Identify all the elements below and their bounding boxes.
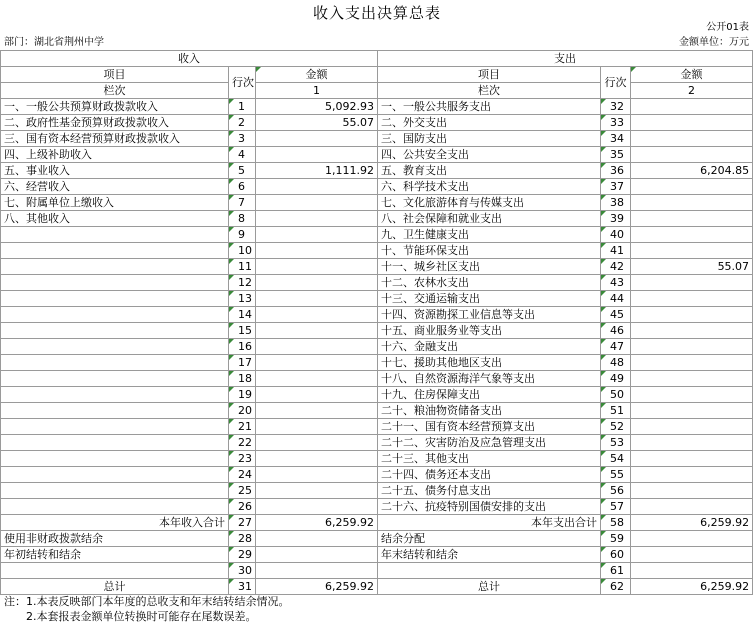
income-item-cell xyxy=(1,499,229,515)
expense-line-cell: 41 xyxy=(601,243,631,259)
report-title: 收入支出决算总表 xyxy=(312,4,441,22)
table-row xyxy=(1,371,753,387)
table-row xyxy=(1,291,753,307)
income-item-cell xyxy=(1,323,229,339)
income-line-cell: 26 xyxy=(229,499,256,515)
income-item-cell: 八、其他收入 xyxy=(1,211,229,227)
expense-total-amount: 6,259.92 xyxy=(631,579,753,595)
expense-item-header: 项目 xyxy=(378,67,601,83)
income-amount-cell xyxy=(256,323,378,339)
income-item-cell xyxy=(1,291,229,307)
expense-item-cell: 八、社会保障和就业支出 xyxy=(378,211,601,227)
expense-line-cell: 50 xyxy=(601,387,631,403)
expense-item-cell: 四、公共安全支出 xyxy=(378,147,601,163)
income-line-cell: 24 xyxy=(229,467,256,483)
table-row xyxy=(1,499,753,515)
income-item-cell: 二、政府性基金预算财政拨款收入 xyxy=(1,115,229,131)
income-amount-cell xyxy=(256,387,378,403)
expense-item-cell: 二十六、抗疫特别国债安排的支出 xyxy=(378,499,601,515)
income-amount-header: 金额 xyxy=(256,67,378,83)
income-amount-cell xyxy=(256,403,378,419)
income-line-cell: 1 xyxy=(229,99,256,115)
expense-item-cell: 十二、农林水支出 xyxy=(378,275,601,291)
expense-line-cell: 52 xyxy=(601,419,631,435)
expense-amount-cell xyxy=(631,339,753,355)
income-line-cell: 8 xyxy=(229,211,256,227)
expense-line-cell: 48 xyxy=(601,355,631,371)
income-amount-cell xyxy=(256,483,378,499)
expense-item-cell: 十七、援助其他地区支出 xyxy=(378,355,601,371)
expense-amount-cell xyxy=(631,387,753,403)
income-line-cell: 11 xyxy=(229,259,256,275)
table-row xyxy=(1,435,753,451)
expense-item-cell xyxy=(378,563,601,579)
expense-line-cell: 60 xyxy=(601,547,631,563)
expense-line-cell: 47 xyxy=(601,339,631,355)
grand-total-row xyxy=(1,579,753,595)
expense-item-cell: 十一、城乡社区支出 xyxy=(378,259,601,275)
expense-line-cell: 46 xyxy=(601,323,631,339)
expense-total-label: 总计 xyxy=(378,579,601,595)
expense-amount-cell xyxy=(631,403,753,419)
expense-item-cell: 二、外交支出 xyxy=(378,115,601,131)
expense-amount-cell xyxy=(631,179,753,195)
expense-item-cell: 九、卫生健康支出 xyxy=(378,227,601,243)
expense-amount-cell xyxy=(631,195,753,211)
income-line-cell: 17 xyxy=(229,355,256,371)
income-item-cell xyxy=(1,419,229,435)
income-item-cell xyxy=(1,563,229,579)
income-item-cell: 五、事业收入 xyxy=(1,163,229,179)
income-expense-table xyxy=(0,50,753,595)
income-line-cell: 3 xyxy=(229,131,256,147)
expense-amount-cell xyxy=(631,531,753,547)
expense-item-cell: 二十五、债务付息支出 xyxy=(378,483,601,499)
income-line-cell: 21 xyxy=(229,419,256,435)
expense-item-cell: 二十一、国有资本经营预算支出 xyxy=(378,419,601,435)
income-line-cell: 16 xyxy=(229,339,256,355)
expense-line-cell: 62 xyxy=(601,579,631,595)
expense-line-cell: 39 xyxy=(601,211,631,227)
income-amount-cell xyxy=(256,131,378,147)
expense-line-cell: 34 xyxy=(601,131,631,147)
expense-line-header: 行次 xyxy=(601,67,631,99)
income-item-cell xyxy=(1,403,229,419)
expense-amount-cell xyxy=(631,483,753,499)
expense-line-cell: 32 xyxy=(601,99,631,115)
income-line-cell: 22 xyxy=(229,435,256,451)
income-item-cell: 本年收入合计 xyxy=(1,515,229,531)
column-index-row xyxy=(1,83,753,99)
expense-item-cell: 十、节能环保支出 xyxy=(378,243,601,259)
department-label: 部门：湖北省荆州中学 xyxy=(4,37,104,48)
table-row xyxy=(1,483,753,499)
income-line-cell: 12 xyxy=(229,275,256,291)
table-row xyxy=(1,131,753,147)
income-amount-cell xyxy=(256,227,378,243)
income-item-cell: 六、经营收入 xyxy=(1,179,229,195)
income-amount-cell xyxy=(256,563,378,579)
expense-item-cell: 十四、资源勘探工业信息等支出 xyxy=(378,307,601,323)
expense-amount-cell xyxy=(631,435,753,451)
income-amount-cell xyxy=(256,211,378,227)
expense-line-cell: 43 xyxy=(601,275,631,291)
income-amount-cell xyxy=(256,291,378,307)
income-amount-cell xyxy=(256,275,378,291)
income-line-cell: 7 xyxy=(229,195,256,211)
income-column-number: 1 xyxy=(256,83,378,99)
table-row xyxy=(1,307,753,323)
expense-line-cell: 59 xyxy=(601,531,631,547)
expense-amount-cell xyxy=(631,307,753,323)
income-item-cell xyxy=(1,451,229,467)
expense-amount-cell xyxy=(631,115,753,131)
income-item-cell: 年初结转和结余 xyxy=(1,547,229,563)
footnotes xyxy=(4,594,290,623)
expense-item-cell: 二十三、其他支出 xyxy=(378,451,601,467)
income-amount-cell xyxy=(256,307,378,323)
expense-line-cell: 58 xyxy=(601,515,631,531)
expense-section-header: 支出 xyxy=(378,51,753,67)
expense-amount-cell xyxy=(631,131,753,147)
income-amount-cell: 5,092.93 xyxy=(256,99,378,115)
income-item-cell: 四、上级补助收入 xyxy=(1,147,229,163)
income-amount-cell xyxy=(256,355,378,371)
expense-amount-cell: 6,259.92 xyxy=(631,515,753,531)
income-amount-cell: 6,259.92 xyxy=(256,515,378,531)
expense-item-cell: 二十、粮油物资储备支出 xyxy=(378,403,601,419)
expense-line-cell: 55 xyxy=(601,467,631,483)
income-amount-cell xyxy=(256,547,378,563)
table-row xyxy=(1,563,753,579)
expense-amount-cell xyxy=(631,99,753,115)
expense-amount-cell xyxy=(631,563,753,579)
income-item-cell xyxy=(1,307,229,323)
income-line-cell: 9 xyxy=(229,227,256,243)
income-item-cell xyxy=(1,227,229,243)
income-item-cell xyxy=(1,355,229,371)
table-row xyxy=(1,387,753,403)
income-item-cell xyxy=(1,339,229,355)
income-amount-cell xyxy=(256,451,378,467)
income-item-cell: 七、附属单位上缴收入 xyxy=(1,195,229,211)
footnote-1: 注：1.本表反映部门本年度的总收支和年末结转结余情况。 xyxy=(4,595,290,608)
expense-amount-cell xyxy=(631,147,753,163)
income-item-cell xyxy=(1,259,229,275)
income-line-cell: 30 xyxy=(229,563,256,579)
expense-amount-cell xyxy=(631,323,753,339)
income-item-cell: 使用非财政拨款结余 xyxy=(1,531,229,547)
income-total-amount: 6,259.92 xyxy=(256,579,378,595)
income-line-cell: 13 xyxy=(229,291,256,307)
table-row xyxy=(1,211,753,227)
table-row xyxy=(1,99,753,115)
table-row xyxy=(1,147,753,163)
income-item-header: 项目 xyxy=(1,67,229,83)
income-item-cell xyxy=(1,483,229,499)
income-column-label: 栏次 xyxy=(1,83,229,99)
expense-item-cell: 十五、商业服务业等支出 xyxy=(378,323,601,339)
income-amount-cell xyxy=(256,147,378,163)
expense-amount-cell xyxy=(631,355,753,371)
income-amount-cell xyxy=(256,531,378,547)
table-row xyxy=(1,115,753,131)
column-header-row xyxy=(1,67,753,83)
income-line-cell: 10 xyxy=(229,243,256,259)
expense-line-cell: 37 xyxy=(601,179,631,195)
income-item-cell xyxy=(1,371,229,387)
income-line-cell: 20 xyxy=(229,403,256,419)
income-line-cell: 2 xyxy=(229,115,256,131)
income-amount-cell xyxy=(256,339,378,355)
expense-item-cell: 三、国防支出 xyxy=(378,131,601,147)
expense-item-cell: 六、科学技术支出 xyxy=(378,179,601,195)
expense-amount-cell xyxy=(631,547,753,563)
table-row xyxy=(1,323,753,339)
table-row xyxy=(1,259,753,275)
table-row xyxy=(1,339,753,355)
expense-amount-cell xyxy=(631,291,753,307)
expense-item-cell: 二十二、灾害防治及应急管理支出 xyxy=(378,435,601,451)
expense-line-cell: 40 xyxy=(601,227,631,243)
income-section-header: 收入 xyxy=(1,51,378,67)
expense-amount-cell xyxy=(631,451,753,467)
expense-line-cell: 38 xyxy=(601,195,631,211)
expense-amount-cell xyxy=(631,243,753,259)
expense-line-cell: 49 xyxy=(601,371,631,387)
expense-line-cell: 51 xyxy=(601,403,631,419)
income-amount-cell: 1,111.92 xyxy=(256,163,378,179)
expense-amount-cell xyxy=(631,467,753,483)
income-line-cell: 23 xyxy=(229,451,256,467)
table-row xyxy=(1,355,753,371)
income-line-header: 行次 xyxy=(229,67,256,99)
table-row xyxy=(1,403,753,419)
expense-item-cell: 二十四、债务还本支出 xyxy=(378,467,601,483)
form-number: 公开01表 xyxy=(706,22,749,33)
income-line-cell: 15 xyxy=(229,323,256,339)
expense-item-cell: 五、教育支出 xyxy=(378,163,601,179)
expense-amount-cell: 6,204.85 xyxy=(631,163,753,179)
income-amount-cell xyxy=(256,371,378,387)
income-item-cell: 一、一般公共预算财政拨款收入 xyxy=(1,99,229,115)
expense-amount-cell xyxy=(631,211,753,227)
section-header-row xyxy=(1,51,753,67)
expense-amount-cell: 55.07 xyxy=(631,259,753,275)
table-row xyxy=(1,451,753,467)
income-item-cell: 三、国有资本经营预算财政拨款收入 xyxy=(1,131,229,147)
income-total-label: 总计 xyxy=(1,579,229,595)
income-line-cell: 14 xyxy=(229,307,256,323)
income-item-cell xyxy=(1,435,229,451)
table-row xyxy=(1,531,753,547)
table-row xyxy=(1,243,753,259)
expense-line-cell: 57 xyxy=(601,499,631,515)
expense-amount-cell xyxy=(631,227,753,243)
income-amount-cell xyxy=(256,499,378,515)
expense-item-cell: 年末结转和结余 xyxy=(378,547,601,563)
expense-item-cell: 一、一般公共服务支出 xyxy=(378,99,601,115)
income-line-cell: 5 xyxy=(229,163,256,179)
expense-line-cell: 35 xyxy=(601,147,631,163)
expense-item-cell: 本年支出合计 xyxy=(378,515,601,531)
income-line-cell: 28 xyxy=(229,531,256,547)
income-line-cell: 4 xyxy=(229,147,256,163)
expense-amount-cell xyxy=(631,419,753,435)
income-amount-cell xyxy=(256,435,378,451)
expense-amount-cell xyxy=(631,371,753,387)
income-amount-cell xyxy=(256,467,378,483)
expense-item-cell: 七、文化旅游体育与传媒支出 xyxy=(378,195,601,211)
income-amount-cell xyxy=(256,195,378,211)
expense-item-cell: 十八、自然资源海洋气象等支出 xyxy=(378,371,601,387)
income-line-cell: 19 xyxy=(229,387,256,403)
expense-line-cell: 42 xyxy=(601,259,631,275)
table-row xyxy=(1,547,753,563)
expense-column-label: 栏次 xyxy=(378,83,601,99)
expense-item-cell: 结余分配 xyxy=(378,531,601,547)
table-row xyxy=(1,227,753,243)
income-amount-cell xyxy=(256,419,378,435)
income-line-cell: 31 xyxy=(229,579,256,595)
income-line-cell: 27 xyxy=(229,515,256,531)
income-amount-cell xyxy=(256,259,378,275)
expense-amount-header: 金额 xyxy=(631,67,753,83)
table-row xyxy=(1,275,753,291)
table-row xyxy=(1,467,753,483)
expense-line-cell: 61 xyxy=(601,563,631,579)
expense-column-number: 2 xyxy=(631,83,753,99)
income-amount-cell xyxy=(256,179,378,195)
table-row xyxy=(1,179,753,195)
expense-line-cell: 56 xyxy=(601,483,631,499)
income-line-cell: 18 xyxy=(229,371,256,387)
income-line-cell: 29 xyxy=(229,547,256,563)
table-row xyxy=(1,195,753,211)
table-row xyxy=(1,163,753,179)
expense-line-cell: 36 xyxy=(601,163,631,179)
income-item-cell xyxy=(1,243,229,259)
income-item-cell xyxy=(1,275,229,291)
income-item-cell xyxy=(1,467,229,483)
income-amount-cell: 55.07 xyxy=(256,115,378,131)
expense-line-cell: 45 xyxy=(601,307,631,323)
expense-item-cell: 十九、住房保障支出 xyxy=(378,387,601,403)
expense-line-cell: 54 xyxy=(601,451,631,467)
expense-amount-cell xyxy=(631,499,753,515)
expense-item-cell: 十六、金融支出 xyxy=(378,339,601,355)
footnote-2: 2.本套报表金额单位转换时可能存在尾数误差。 xyxy=(26,610,257,623)
subtotal-row xyxy=(1,515,753,531)
expense-item-cell: 十三、交通运输支出 xyxy=(378,291,601,307)
income-line-cell: 25 xyxy=(229,483,256,499)
expense-line-cell: 44 xyxy=(601,291,631,307)
amount-unit-label: 金额单位：万元 xyxy=(679,37,749,48)
expense-line-cell: 33 xyxy=(601,115,631,131)
income-line-cell: 6 xyxy=(229,179,256,195)
table-row xyxy=(1,419,753,435)
expense-amount-cell xyxy=(631,275,753,291)
expense-line-cell: 53 xyxy=(601,435,631,451)
income-item-cell xyxy=(1,387,229,403)
income-amount-cell xyxy=(256,243,378,259)
